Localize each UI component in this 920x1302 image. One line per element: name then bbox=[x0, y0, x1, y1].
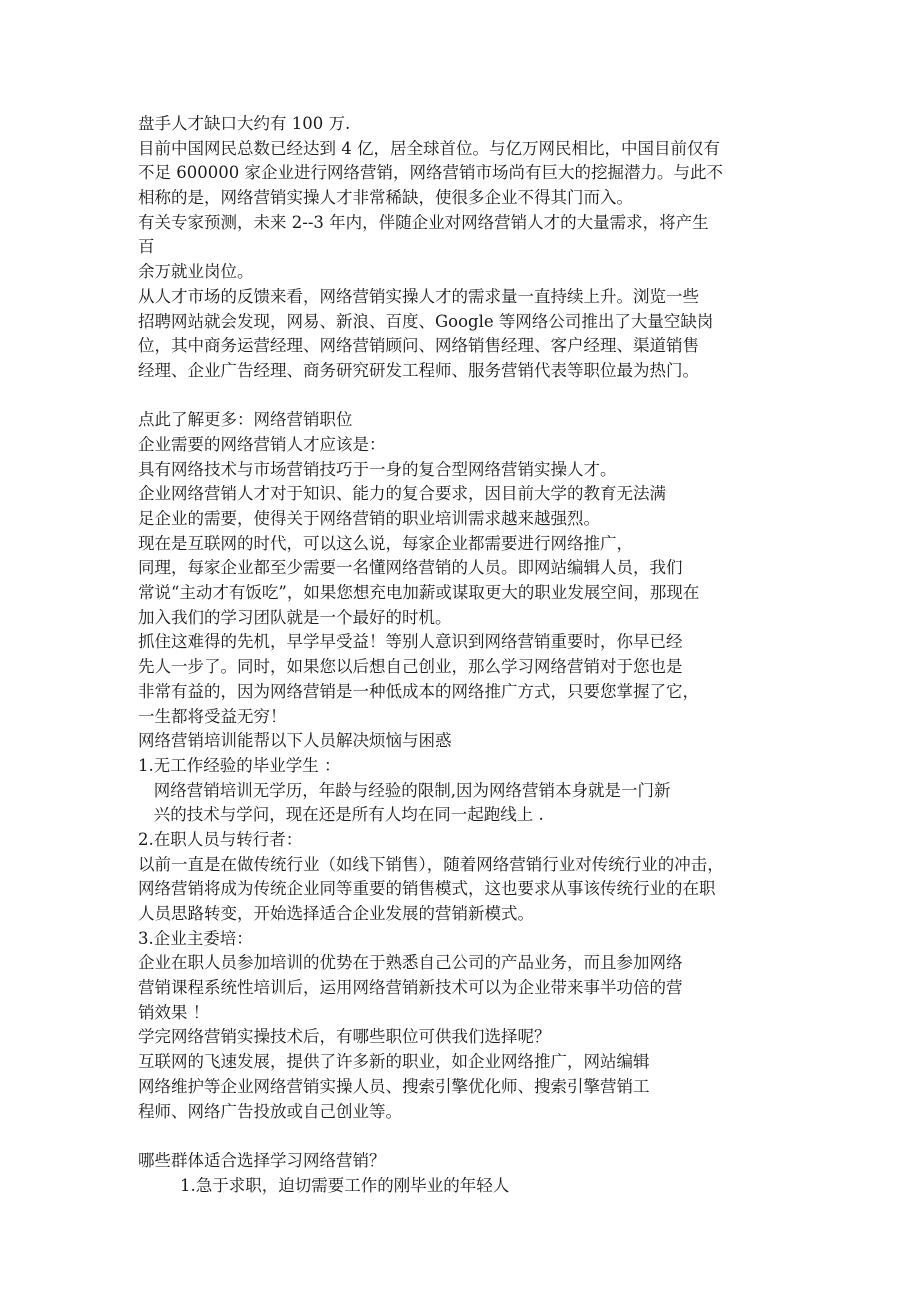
text-line: 百 bbox=[138, 237, 155, 257]
text-line: 企业网络营销人才对于知识、能力的复合要求，因目前大学的教育无法满 bbox=[138, 484, 666, 504]
section-heading: 学完网络营销实操技术后，有哪些职位可供我们选择呢？ bbox=[138, 1027, 551, 1047]
text-line: 常说“主动才有饭吃”，如果您想充电加薪或谋取更大的职业发展空间，那现在 bbox=[138, 583, 700, 603]
text-line: 盘手人才缺口大约有 100 万. bbox=[138, 114, 351, 133]
text-line: 从人才市场的反馈来看，网络营销实操人才的需求量一直持续上升。浏览一些 bbox=[138, 286, 699, 306]
list-item: 1.急于求职，迫切需要工作的刚毕业的年轻人 bbox=[138, 1175, 510, 1195]
text-line: 兴的技术与学问，现在还是所有人均在同一起跑线上 . bbox=[138, 805, 544, 825]
text-line: 程师、网络广告投放或自己创业等。 bbox=[138, 1101, 402, 1121]
text-line: 企业需要的网络营销人才应该是： bbox=[138, 434, 386, 454]
text-line: 网络营销培训无学历，年龄与经验的限制,因为网络营销本身就是一门新 bbox=[138, 780, 671, 800]
text-line: 具有网络技术与市场营销技巧于一身的复合型网络营销实操人才。 bbox=[138, 459, 617, 479]
section-heading: 哪些群体适合选择学习网络营销？ bbox=[138, 1150, 386, 1170]
list-item-heading: 3.企业主委培： bbox=[138, 928, 253, 948]
list-item-heading: 1.无工作经验的毕业学生 ： bbox=[138, 755, 341, 775]
text-line: 一生都将受益无穷！ bbox=[138, 706, 287, 726]
text-line: 抓住这难得的先机，早学早受益！等别人意识到网络营销重要时，你早已经 bbox=[138, 632, 683, 652]
text-line: 以前一直是在做传统行业（如线下销售），随着网络营销行业对传统行业的冲击， bbox=[138, 854, 724, 874]
text-line: 有关专家预测，未来 2--3 年内，伴随企业对网络营销人才的大量需求，将产生 bbox=[138, 212, 709, 232]
text-line: 现在是互联网的时代，可以这么说，每家企业都需要进行网络推广， bbox=[138, 533, 633, 553]
text-line: 销效果 ！ bbox=[138, 1002, 210, 1022]
text-line: 余万就业岗位。 bbox=[138, 262, 254, 282]
text-line: 加入我们的学习团队就是一个最好的时机。 bbox=[138, 607, 452, 627]
text-line: 企业在职人员参加培训的优势在于熟悉自己公司的产品业务，而且参加网络 bbox=[138, 953, 683, 973]
text-line: 人员思路转变，开始选择适合企业发展的营销新模式。 bbox=[138, 904, 534, 923]
text-line: 不足 600000 家企业进行网络营销，网络营销市场尚有巨大的挖掘潜力。与此不 bbox=[138, 163, 723, 183]
blank-line bbox=[138, 384, 788, 409]
text-line: 相称的是，网络营销实操人才非常稀缺，使很多企业不得其门而入。 bbox=[138, 188, 633, 208]
more-info-link[interactable]: 点此了解更多：网络营销职位 bbox=[138, 410, 353, 430]
blank-line bbox=[138, 1124, 788, 1149]
text-line: 互联网的飞速发展，提供了许多新的职业，如企业网络推广，网站编辑 bbox=[138, 1052, 650, 1072]
text-line: 目前中国网民总数已经达到 4 亿，居全球首位。与亿万网民相比，中国目前仅有 bbox=[138, 138, 720, 158]
list-item-heading: 2.在职人员与转行者： bbox=[138, 829, 303, 849]
text-line: 先人一步了。同时，如果您以后想自己创业，那么学习网络营销对于您也是 bbox=[138, 657, 683, 677]
text-line: 非常有益的，因为网络营销是一种低成本的网络推广方式，只要您掌握了它， bbox=[138, 681, 699, 701]
section-heading: 网络营销培训能帮以下人员解决烦恼与困惑 bbox=[138, 731, 452, 751]
text-line: 网络维护等企业网络营销实操人员、搜索引擎优化师、搜索引擎营销工 bbox=[138, 1076, 650, 1096]
text-line: 同理，每家企业都至少需要一名懂网络营销的人员。即网站编辑人员，我们 bbox=[138, 558, 683, 578]
text-line: 经理、企业广告经理、商务研究研发工程师、服务营销代表等职位最为热门。 bbox=[138, 360, 699, 380]
text-line: 招聘网站就会发现，网易、新浪、百度、Google 等网络公司推出了大量空缺岗 bbox=[138, 311, 714, 331]
text-line: 网络营销将成为传统企业同等重要的销售模式，这也要求从事该传统行业的在职 bbox=[138, 879, 716, 899]
text-line: 位，其中商务运营经理、网络营销顾问、网络销售经理、客户经理、渠道销售 bbox=[138, 336, 699, 356]
document-body bbox=[138, 112, 788, 1198]
text-line: 足企业的需要，使得关于网络营销的职业培训需求越来越强烈。 bbox=[138, 509, 600, 528]
text-line: 营销课程系统性培训后，运用网络营销新技术可以为企业带来事半功倍的营 bbox=[138, 978, 683, 998]
